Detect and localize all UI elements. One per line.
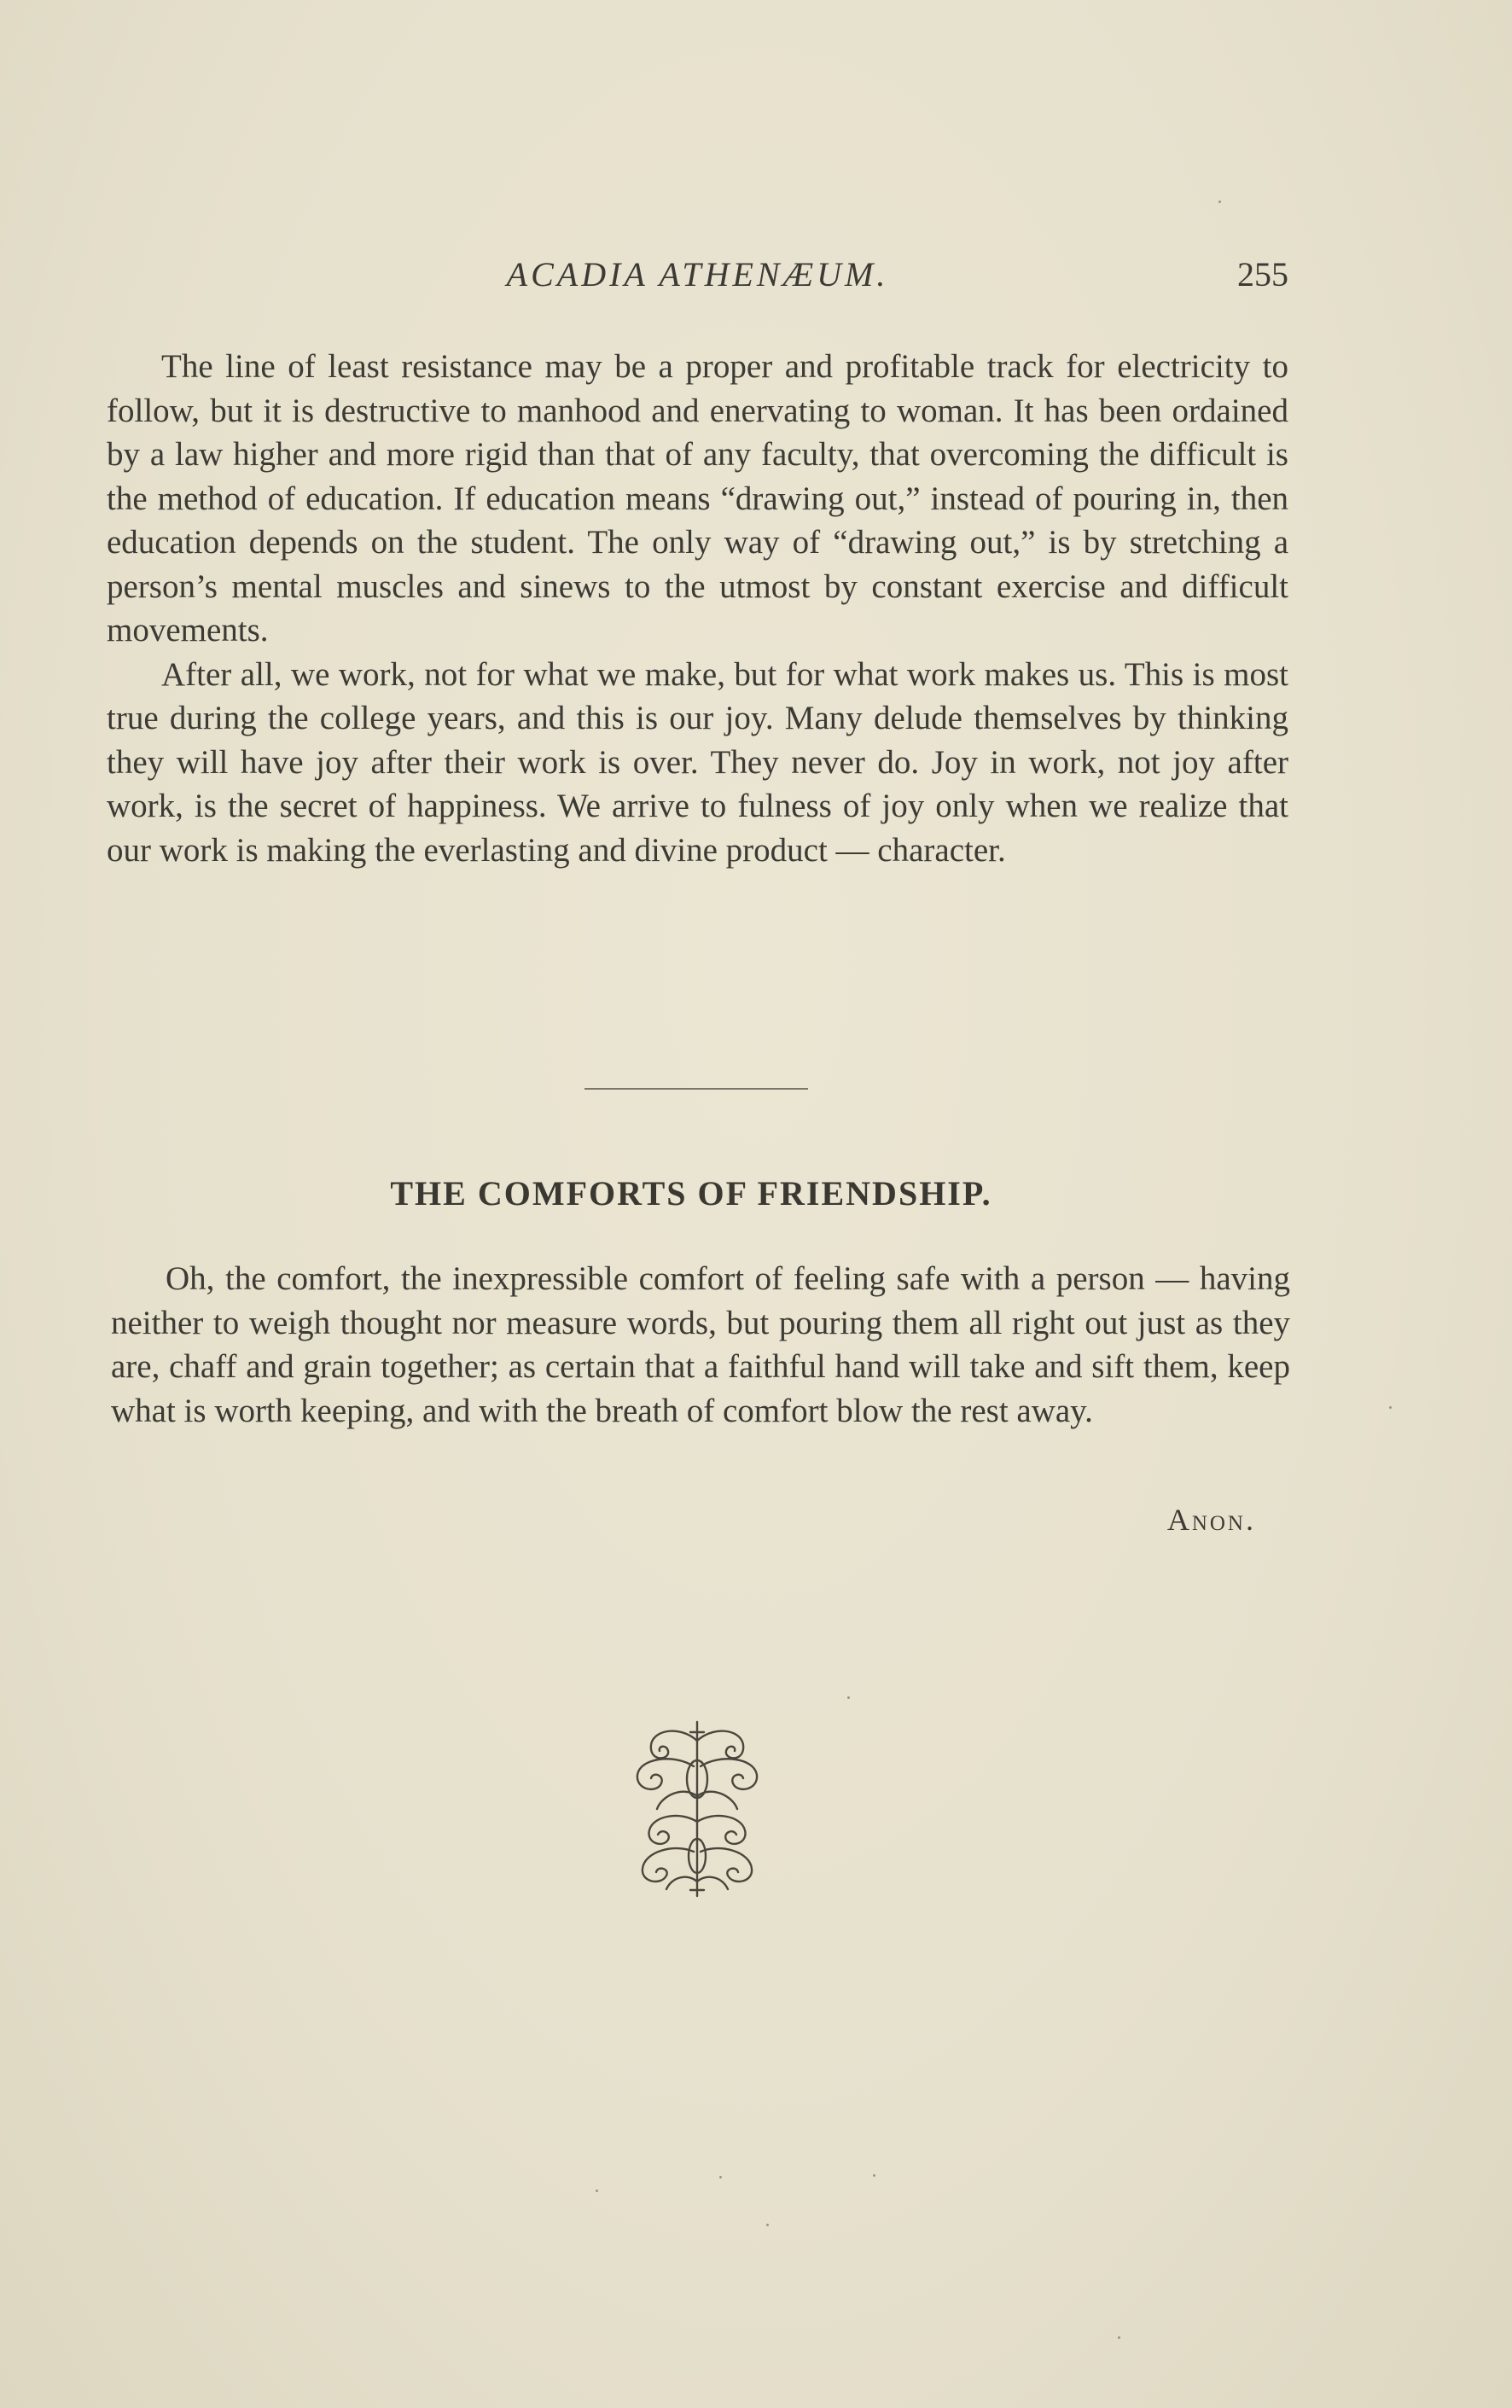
paper-speck (719, 2176, 722, 2178)
paper-speck (847, 1696, 850, 1699)
essay-text (107, 345, 1288, 872)
friendship-paragraph: Oh, the comfort, the inexpressible comfort of feeling safe with a person — having neither to weigh thought nor measure words, but pouring them all right out just as they are, chaff and grain together; as certain that a faithful hand will take and sift them, keep what is worth keeping, and with the breath of comfort blow the rest away. (111, 1260, 1290, 1429)
paper-speck (873, 2174, 875, 2177)
page-number: 255 (1237, 255, 1288, 294)
signature: Anon. (1166, 1503, 1256, 1537)
section-divider (584, 1088, 808, 1090)
running-title: ACADIA ATHENÆUM. (506, 255, 889, 294)
paper-speck (1118, 2336, 1120, 2339)
ornament-icon (627, 1715, 768, 1903)
paper-speck (1389, 1406, 1392, 1409)
friendship-text (111, 1257, 1290, 1433)
paper-speck (766, 2224, 769, 2226)
essay-paragraph: After all, we work, not for what we make, but for what work makes us. This is most true during the college years, and this is our joy. Many delude themselves by thinking they will have joy after their work is over. They never do. Joy in work, not joy after work, is the secret of happiness. We arrive to fulness of joy only when we realize that our work is making the everlasting and divine product — character. (107, 655, 1288, 869)
paper-speck (596, 2190, 598, 2192)
essay-paragraph: The line of least resistance may be a proper and profitable track for electricity to follow, but it is destructive to manhood and enervating to woman. It has been ordained by a law higher and more rigid than that of any faculty, that overcoming the difficult is the method of education. If education means “drawing out,” instead of pouring in, then education depends on the student. The only way of “drawing out,” is by stretching a person’s mental muscles and sinews to the utmost by constant exercise and difficult movements. (107, 348, 1288, 649)
running-head (107, 254, 1288, 297)
paper-speck (1218, 201, 1221, 203)
section-title: THE COMFORTS OF FRIENDSHIP. (390, 1174, 992, 1213)
